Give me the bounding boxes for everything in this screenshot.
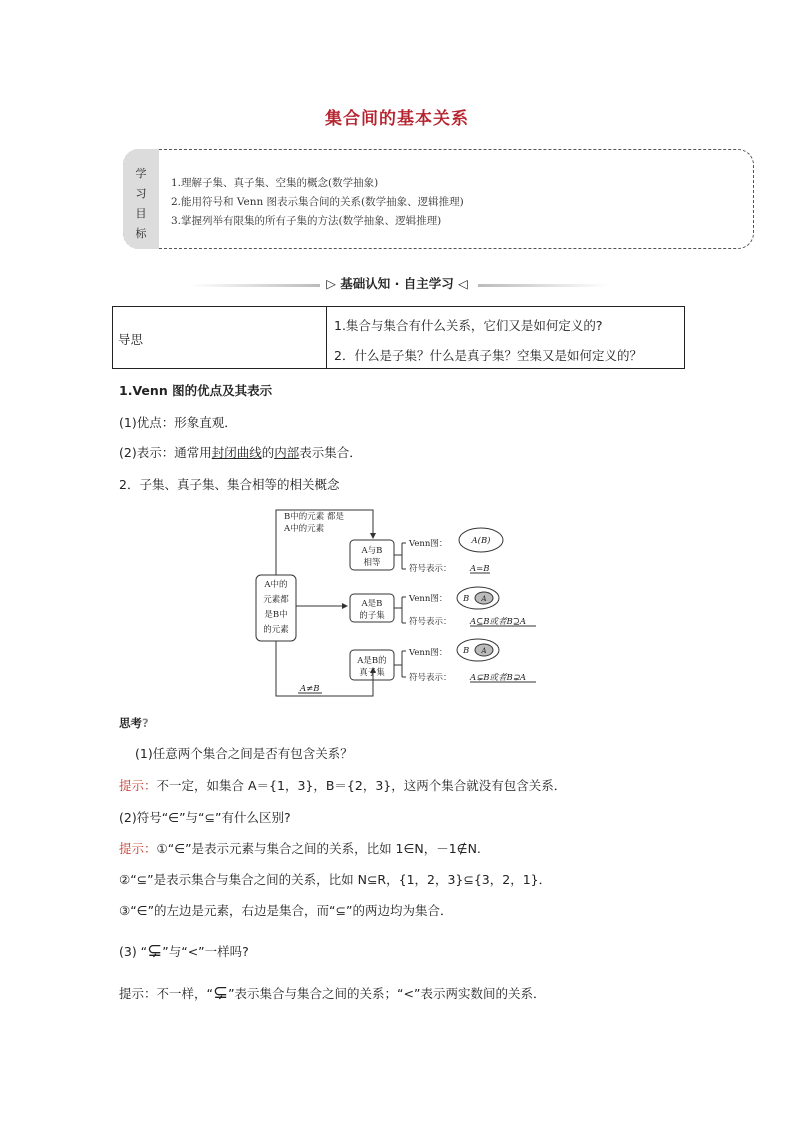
symbol-label: 符号表示： (409, 673, 452, 683)
think-answer-2-line-2: ②“⊆”是表示集合与集合之间的关系，比如 N⊆R，{1，2，3}⊆{3，2，1}． (119, 872, 552, 887)
top-label-1: B中的元素 都是 (284, 512, 344, 522)
goals-tag-char: 习 (135, 187, 147, 200)
venn-proper-b: B (463, 646, 470, 656)
think-question-3 (119, 940, 249, 961)
text: ”表示集合与集合之间的关系；“<”表示两实数间的关系． (228, 986, 546, 1001)
goals-tag-char: 标 (135, 227, 147, 240)
venn-label: Venn图： (409, 648, 448, 658)
think-bulb-icon: ? (142, 716, 149, 730)
left-box-line: 的元素 (263, 625, 289, 635)
proper-subset-symbol: ⊊ (212, 982, 229, 1003)
section-2-heading: 2．子集、真子集、集合相等的相关概念 (119, 477, 340, 492)
think-question-2: (2)符号“∈”与“⊆”有什么区别? (119, 810, 291, 825)
bracket-equal (394, 543, 406, 569)
page-title: 集合间的基本关系 (325, 109, 469, 129)
bracket-subset (394, 597, 406, 623)
think-answer-2-line-1 (119, 839, 481, 857)
think-label (119, 715, 149, 731)
left-box-line: A中的 (264, 580, 288, 590)
guide-table-divider (326, 306, 327, 369)
think-label-text: 思考 (119, 716, 142, 730)
bottom-label: A≠B (300, 684, 320, 694)
text: (3) “ (119, 944, 148, 959)
venn-label: Venn图： (409, 539, 448, 549)
sym-subset: A⊆B或者B⊇A (470, 617, 527, 627)
text: 的 (261, 445, 275, 460)
top-label-2: A中的元素 (284, 524, 325, 534)
text: (2)表示：通常用 (119, 445, 212, 460)
goal-item: 2.能用符号和 Venn 图表示集合间的关系(数学抽象、逻辑推理) (171, 196, 464, 208)
left-box-line: 元素都 (263, 595, 289, 605)
venn-subset-b: B (463, 594, 470, 604)
text: 表示集合． (299, 445, 362, 460)
section-1-advantage: (1)优点：形象直观． (119, 415, 237, 430)
section-1-heading: 1.Venn 图的优点及其表示 (119, 383, 273, 398)
underlined-term: 内部 (274, 445, 300, 460)
box-subset-line: A是B (361, 599, 383, 609)
hint-tag: 提示： (119, 841, 157, 856)
sym-proper: A⊊B或者B⊋A (470, 673, 527, 683)
box-proper-line: 真子集 (359, 668, 385, 678)
learning-goals-tag (123, 149, 159, 249)
hint-tag: 提示： (119, 778, 157, 793)
venn-subset-a: A (481, 595, 487, 603)
sym-equal: A=B (470, 564, 490, 574)
box-equal-line: 相等 (363, 558, 381, 568)
venn-proper-a: A (481, 647, 487, 655)
goals-tag-char: 目 (135, 207, 147, 220)
think-answer-2-line-3: ③“∈”的左边是元素，右边是集合，而“⊆”的两边均为集合． (119, 903, 453, 918)
section-banner: ▷ 基础认知 · 自主学习 ◁ (326, 276, 468, 291)
proper-subset-symbol: ⊊ (147, 940, 163, 961)
goals-tag-char: 学 (135, 167, 147, 180)
text: 提示：不一样，“ (119, 986, 213, 1001)
goal-item: 1.理解子集、真子集、空集的概念(数学抽象) (171, 177, 379, 189)
guide-question-2: 2．什么是子集？什么是真子集？空集又是如何定义的？ (334, 348, 642, 363)
box-subset-line: 的子集 (359, 611, 385, 621)
text: ”与“<”一样吗? (162, 944, 249, 959)
left-box-line: 是B中 (264, 610, 288, 620)
section-1-representation (119, 443, 362, 461)
symbol-label: 符号表示： (409, 617, 452, 627)
think-question-1: (1)任意两个集合之间是否有包含关系？ (135, 746, 353, 761)
goal-item: 3.掌握列举有限集的所有子集的方法(数学抽象、逻辑推理) (171, 215, 442, 227)
think-answer-1 (119, 776, 566, 794)
guide-label: 导思 (118, 332, 144, 347)
venn-label: Venn图： (409, 594, 448, 604)
underlined-term: 封闭曲线 (211, 445, 262, 460)
venn-equal-text: A(B) (471, 536, 491, 546)
answer-text: ①“∈”是表示元素与集合之间的关系，比如 1∈N，－1∉N. (156, 841, 481, 856)
concept-diagram (250, 503, 550, 703)
guide-question-1: 1.集合与集合有什么关系，它们又是如何定义的? (334, 318, 603, 333)
bracket-proper (394, 651, 406, 677)
symbol-label: 符号表示： (409, 564, 452, 574)
answer-text: 不一定，如集合 A＝{1，3}，B＝{2，3}，这两个集合就没有包含关系． (156, 778, 567, 793)
box-proper-line: A是B的 (357, 656, 387, 666)
box-equal-line: A与B (361, 546, 383, 556)
think-answer-3 (119, 982, 545, 1003)
